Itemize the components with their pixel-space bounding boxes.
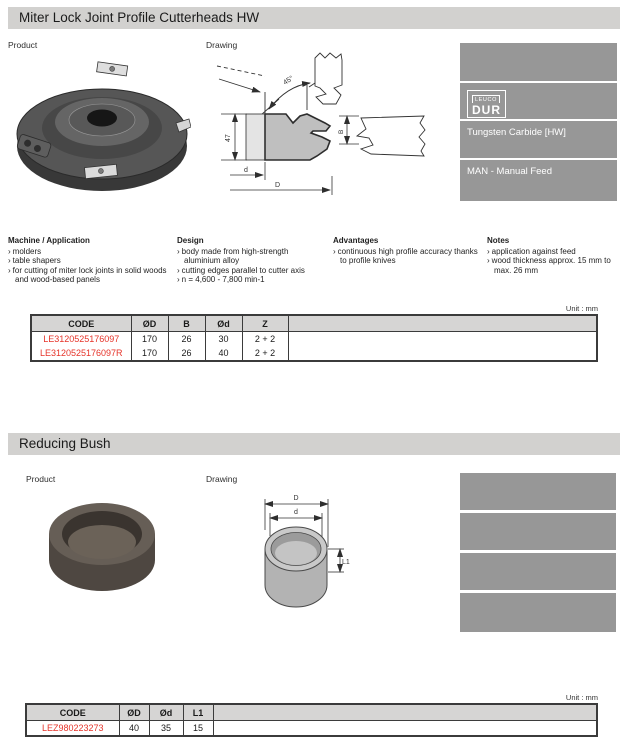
l1-cell: 15 <box>183 721 213 737</box>
col-header-odd: Ød <box>149 704 183 721</box>
panel-box-empty <box>460 513 616 550</box>
dim-label-47: 47 <box>225 134 232 142</box>
b-cell: 26 <box>168 346 205 361</box>
col-header-code: CODE <box>31 315 131 332</box>
dim-label-angle: 45° <box>282 75 295 87</box>
info-col-title: Advantages <box>333 236 379 245</box>
z-cell: 2 + 2 <box>242 346 288 361</box>
panel-box-empty <box>460 43 617 81</box>
knife-insert-top <box>97 62 128 76</box>
odd-cell: 35 <box>149 721 183 737</box>
panel-box-feed <box>460 160 617 201</box>
info-item: › cutting edges parallel to cutter axis <box>177 265 305 275</box>
dim-label-D1: D <box>275 182 281 189</box>
col-header-odd: Ød <box>205 315 242 332</box>
code-cell[interactable]: LEZ980223273 <box>26 721 119 737</box>
col-header-empty <box>213 704 597 721</box>
z-cell: 2 + 2 <box>242 332 288 347</box>
feed-badge: MAN - Manual Feed <box>467 166 553 177</box>
material-badge: Tungsten Carbide [HW] <box>467 127 566 138</box>
info-item: › application against feed <box>487 246 576 256</box>
spec-table-reducing-bush <box>25 703 598 737</box>
info-item: › continuous high profile accuracy thanks to profile knives <box>333 246 478 266</box>
col-header-od: ØD <box>131 315 168 332</box>
table-row <box>26 721 597 737</box>
product-label-1: Product <box>8 40 38 50</box>
dim-label-D2: D <box>293 495 299 502</box>
leuco-dur-logo <box>467 90 506 118</box>
reducing-bush-drawing <box>230 486 410 626</box>
unit-label-1: Unit : mm <box>565 304 598 313</box>
panel-box-logo <box>460 83 617 119</box>
table-row <box>31 332 597 347</box>
info-item: › n = 4,600 - 7,800 min-1 <box>177 275 265 285</box>
drawing-label-2: Drawing <box>206 474 238 484</box>
wood-profile-top <box>315 53 342 104</box>
od-cell: 170 <box>131 346 168 361</box>
spec-table-cutterheads <box>30 314 598 362</box>
empty-cell <box>288 332 597 362</box>
panel-box-material <box>460 121 617 158</box>
drawing-label-1: Drawing <box>206 40 238 50</box>
info-item: › molders <box>8 246 42 256</box>
dim-label-L1: L1 <box>342 559 350 566</box>
table-header-row <box>31 315 597 332</box>
leuco-logo-text: LEUCO <box>472 95 500 103</box>
col-header-l1: L1 <box>183 704 213 721</box>
col-header-empty <box>288 315 597 332</box>
dim-label-d1: d <box>244 167 248 174</box>
info-col-machine-application <box>8 236 170 285</box>
info-col-title: Machine / Application <box>8 236 90 245</box>
section-title-cutterheads: Miter Lock Joint Profile Cutterheads HW <box>8 7 620 29</box>
table-header-row <box>26 704 597 721</box>
col-header-z: Z <box>242 315 288 332</box>
od-cell: 40 <box>119 721 149 737</box>
product-label-2: Product <box>26 474 56 484</box>
code-cell[interactable]: LE3120525176097R <box>31 346 131 361</box>
code-cell[interactable]: LE3120525176097 <box>31 332 131 347</box>
info-col-notes <box>487 236 622 275</box>
col-header-b: B <box>168 315 205 332</box>
col-header-od: ØD <box>119 704 149 721</box>
info-col-design <box>177 236 327 285</box>
od-cell: 170 <box>131 332 168 347</box>
panel-box-empty <box>460 553 616 590</box>
odd-cell: 30 <box>205 332 242 347</box>
cutterhead-drawing <box>203 52 460 217</box>
empty-cell <box>213 721 597 737</box>
dim-label-d2: d <box>294 509 298 516</box>
info-item: › wood thickness approx. 15 mm to max. 26 mm <box>487 256 611 275</box>
odd-cell: 40 <box>205 346 242 361</box>
b-cell: 26 <box>168 332 205 347</box>
unit-label-2: Unit : mm <box>565 693 598 702</box>
col-header-code: CODE <box>26 704 119 721</box>
info-item: › for cutting of miter lock joints in solid woods and wood-based panels <box>8 265 167 285</box>
cutterhead-product-photo <box>13 54 191 206</box>
panel-box-empty <box>460 593 616 632</box>
dur-logo-text: DUR <box>472 103 501 117</box>
wood-profile-right <box>357 116 425 156</box>
info-item: › table shapers <box>8 256 61 266</box>
info-col-advantages <box>333 236 479 266</box>
reducing-bush-product-photo <box>40 496 165 601</box>
dim-label-B: B <box>338 129 345 134</box>
info-item: › body made from high-strength aluminium alloy <box>177 246 289 266</box>
info-col-title: Notes <box>487 236 510 245</box>
panel-box-empty <box>460 473 616 510</box>
info-col-title: Design <box>177 236 204 245</box>
section-title-reducing-bush: Reducing Bush <box>8 433 620 455</box>
